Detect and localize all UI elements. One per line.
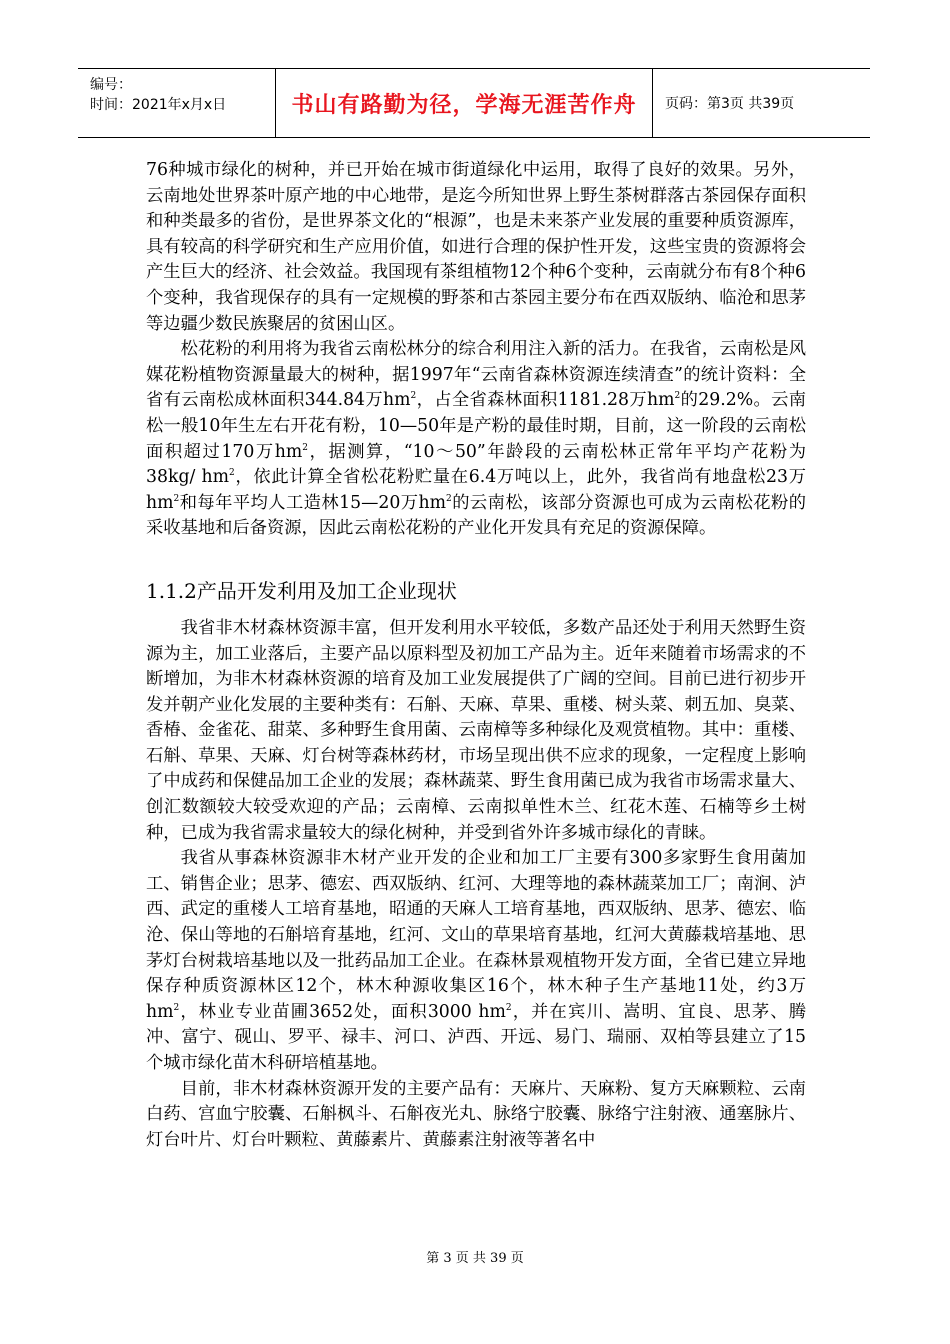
page-footer: 第 3 页 共 39 页 (426, 1251, 524, 1266)
header-meta (78, 69, 276, 137)
superscript: 2 (505, 1003, 512, 1014)
paragraph-2-text-e: ，依此计算全省松花粉贮量在6.4万吨以上，此外，我省尚有地盘松23万hm (146, 467, 806, 513)
superscript: 2 (674, 391, 681, 402)
paragraph-2-text-d: ，据测算，“10～50”年龄段的云南松林正常年平均产花粉为38kg/ hm (146, 441, 806, 488)
superscript: 2 (302, 442, 308, 453)
superscript: 2 (410, 391, 417, 402)
paragraph-2-text-f: 和每年平均人工造林15—20万hm (179, 492, 447, 513)
paragraph-5: 目前，非木材森林资源开发的主要产品有：天麻片、天麻粉、复方天麻颗粒、云南白药、宫血宁胶囊、石斛枫斗、石斛夜光丸、脉络宁胶囊、脉络宁注射液、通塞脉片、灯台叶片、灯台叶颗粒、黄藤素片、黄藤素注射液等著名中 (146, 1078, 806, 1150)
superscript: 2 (446, 493, 452, 504)
section-heading: 1.1.2产品开发利用及加工企业现状 (146, 578, 457, 603)
header-motto: 书山有路勤为径，学海无涯苦作舟 (276, 69, 653, 137)
paragraph-2 (146, 337, 806, 542)
paragraph-2-text-g: 的云南松，该部分资源也可成为云南松花粉的采收基地和后备资源，因此云南松花粉的产业化开发具有充足的资源保障。 (146, 492, 806, 539)
superscript: 2 (229, 468, 235, 479)
code-label: 编号： (90, 77, 132, 93)
paragraph-4-text-c: ，并在宾川、嵩明、宜良、思茅、腾冲、富宁、砚山、罗平、禄丰、河口、泸西、开远、易门、瑞丽、双柏等县建立了15个城市绿化苗木科研培植基地。 (146, 1001, 806, 1073)
paragraph-3: 我省非木材森林资源丰富，但开发利用水平较低，多数产品还处于利用天然野生资源为主，加工业落后，主要产品以原料型及初加工产品为主。近年来随着市场需求的不断增加，为非木材森林资源的培育及加工业发展提供了广阔的空间。目前已进行初步开发并朝产业化发展的主要种类有：石斛、天麻、草果、重楼、树头菜、刺五加、臭菜、香椿、金雀花、甜菜、多种野生食用菌、云南樟等多种绿化及观赏植物。其中：重楼、石斛、草果、天麻、灯台树等森林药材，市场呈现出供不应求的现象，一定程度上影响了中成药和保健品加工企业的发展；森林蔬菜、野生食用菌已成为我省市场需求量大、创汇数额较大较受欢迎的产品；云南樟、云南拟单性木兰、红花木莲、石楠等乡土树种，已成为我省需求量较大的绿化树种，并受到省外许多城市绿化的青睐。 (146, 617, 806, 843)
paragraph-2-text-a: 松花粉的利用将为我省云南松林分的综合利用注入新的活力。在我省，云南松是风媒花粉植物资源量最大的树种，据1997年“云南省森林资源连续清查”的统计资料：全省有云南松成林面积344.84万hm (146, 339, 806, 411)
document-body (146, 158, 806, 1153)
paragraph-1: 76种城市绿化的树种，并已开始在城市街道绿化中运用，取得了良好的效果。另外，云南地处世界茶叶原产地的中心地带，是迄今所知世界上野生茶树群落古茶园保存面积和种类最多的省份，是世界茶文化的“根源”，也是未来茶产业发展的重要种质资源库，具有较高的科学研究和生产应用价值，如进行合理的保护性开发，这些宝贵的资源将会产生巨大的经济、社会效益。我国现有茶组植物12个种6个变种，云南就分布有8个种6个变种，我省现保存的具有一定规模的野茶和古茶园主要分布在西双版纳、临沧和思茅等边疆少数民族聚居的贫困山区。 (146, 160, 806, 334)
superscript: 2 (173, 1003, 180, 1014)
paragraph-2-text-b: ，占全省森林面积1181.28万hm (416, 390, 675, 411)
time-label: 时间：2021年x月x日 (90, 97, 227, 113)
header-page-info: 页码：第3页 共39页 (665, 96, 795, 112)
paragraph-4-text-a: 我省从事森林资源非木材产业开发的企业和加工厂主要有300多家野生食用菌加工、销售企业；思茅、德宏、西双版纳、红河、大理等地的森林蔬菜加工厂；南涧、泸西、武定的重楼人工培育基地，昭通的天麻人工培育基地，西双版纳、思茅、德宏、临沧、保山等地的石斛培育基地，红河、文山的草果培育基地，红河大黄藤栽培基地、思茅灯台树栽培基地以及一批药品加工企业。在森林景观植物开发方面，全省已建立异地保存种质资源林区12个，林木种源收集区16个，林木种子生产基地11处，约3万hm (146, 848, 806, 1022)
paragraph-2-text-c: 的29.2%。云南松一般10年生左右开花有粉，10—50年是产粉的最佳时期，目前，这一阶段的云南松面积超过170万hm (146, 390, 806, 462)
paragraph-4 (146, 846, 806, 1076)
paragraph-4-text-b: ，林业专业苗圃3652处，面积3000 hm (179, 1001, 506, 1022)
page-header (78, 68, 870, 138)
superscript: 2 (173, 493, 180, 504)
